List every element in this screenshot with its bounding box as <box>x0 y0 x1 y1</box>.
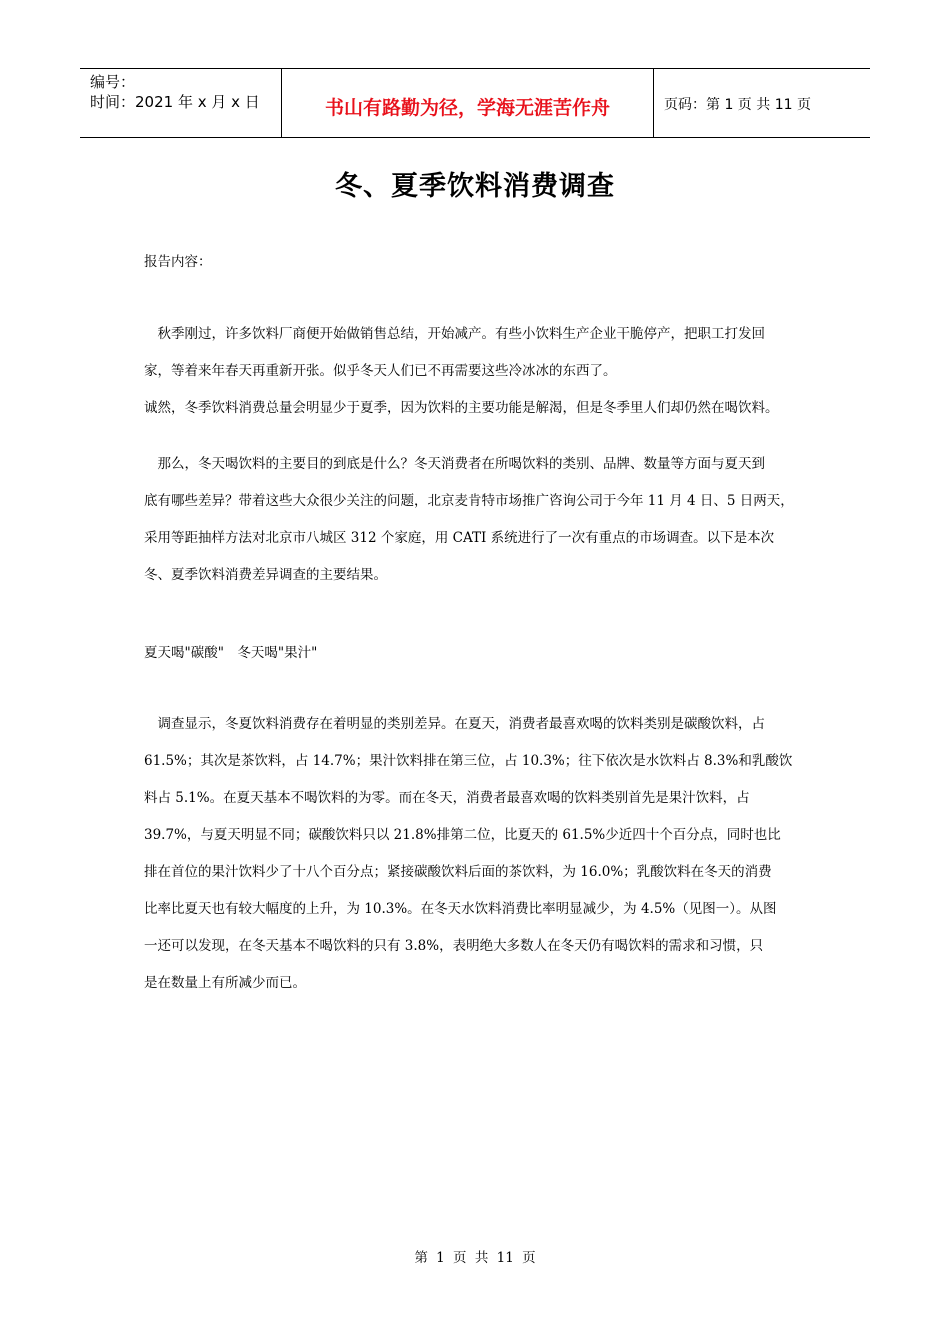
paragraph-2 <box>144 390 824 427</box>
paragraph-line: 底有哪些差异？带着这些大众很少关注的问题，北京麦肯特市场推广咨询公司于今年 11 月 4 日、5 日两天， <box>144 493 794 509</box>
header-meta <box>80 69 282 137</box>
paragraph-line: 调查显示，冬夏饮料消费存在着明显的类别差异。在夏天，消费者最喜欢喝的饮料类别是碳酸饮料，占 <box>144 716 765 732</box>
number-label: 编号： <box>90 73 136 91</box>
paragraph-4 <box>144 706 814 1002</box>
paragraph-line: 39.7%，与夏天明显不同；碳酸饮料只以 21.8%排第二位，比夏天的 61.5%少近四十个百分点，同时也比 <box>144 827 781 843</box>
paragraph-line: 是在数量上有所减少而已。 <box>144 975 306 991</box>
paragraph-line: 诚然，冬季饮料消费总量会明显少于夏季，因为饮料的主要功能是解渴，但是冬季里人们却仍然在喝饮料。 <box>144 400 779 416</box>
paragraph-line: 排在首位的果汁饮料少了十八个百分点；紧接碳酸饮料后面的茶饮料，为 16.0%；乳酸饮料在冬天的消费 <box>144 864 772 880</box>
section-subheading: 夏天喝"碳酸" 冬天喝"果汁" <box>144 645 318 661</box>
paragraph-line: 料占 5.1%。在夏天基本不喝饮料的为零。而在冬天，消费者最喜欢喝的饮料类别首先是果汁饮料，占 <box>144 790 750 806</box>
paragraph-line: 采用等距抽样方法对北京市八城区 312 个家庭，用 CATI 系统进行了一次有重点的市场调查。以下是本次 <box>144 530 775 546</box>
report-label: 报告内容： <box>144 254 212 270</box>
paragraph-line: 家，等着来年春天再重新开张。似乎冬天人们已不再需要这些冷冰冰的东西了。 <box>144 363 617 379</box>
time-label: 时间：2021 年 x 月 x 日 <box>90 93 260 111</box>
paragraph-line: 秋季刚过，许多饮料厂商便开始做销售总结，开始减产。有些小饮料生产企业干脆停产，把职工打发回 <box>144 326 765 342</box>
header-motto: 书山有路勤为径，学海无涯苦作舟 <box>282 69 654 137</box>
paragraph-3 <box>144 446 814 594</box>
paragraph-line: 冬、夏季饮料消费差异调查的主要结果。 <box>144 567 387 583</box>
paragraph-line: 61.5%；其次是茶饮料，占 14.7%；果汁饮料排在第三位，占 10.3%；往下依次是水饮料占 8.3%和乳酸饮 <box>144 753 793 769</box>
paragraph-line: 一还可以发现，在冬天基本不喝饮料的只有 3.8%，表明绝大多数人在冬天仍有喝饮料的需求和习惯，只 <box>144 938 764 954</box>
paragraph-line: 那么，冬天喝饮料的主要目的到底是什么？冬天消费者在所喝饮料的类别、品牌、数量等方面与夏天到 <box>144 456 765 472</box>
page-footer: 第 1 页 共 11 页 <box>414 1250 536 1266</box>
paragraph-1 <box>144 316 814 390</box>
paragraph-line: 比率比夏天也有较大幅度的上升，为 10.3%。在冬天水饮料消费比率明显减少，为 4.5%（见图一）。从图 <box>144 901 777 917</box>
header-page-info: 页码：第 1 页 共 11 页 <box>664 97 811 113</box>
page-header <box>80 68 870 138</box>
document-title: 冬、夏季饮料消费调查 <box>335 171 615 202</box>
